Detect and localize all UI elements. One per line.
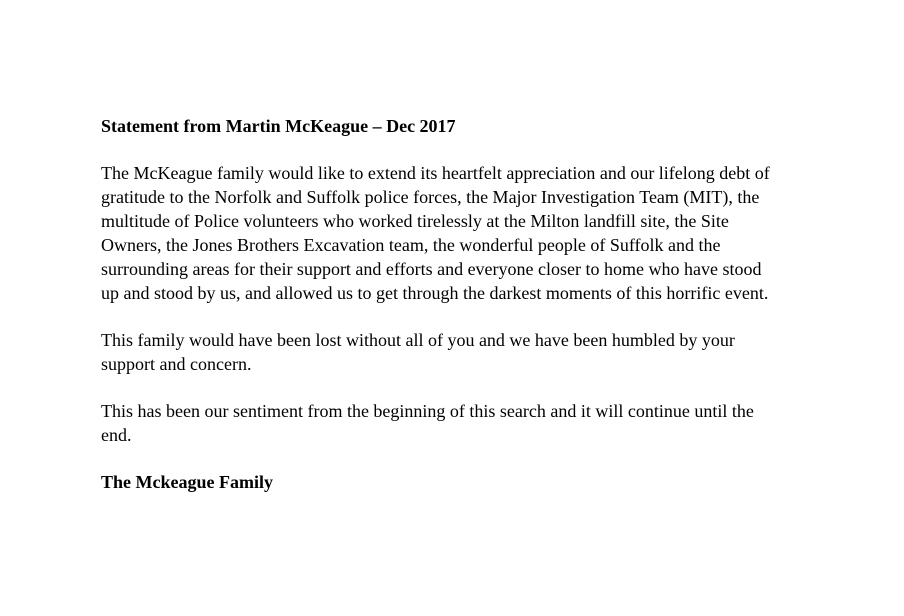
- paragraph-gratitude: [101, 328, 891, 376]
- text-line: end.: [101, 425, 132, 445]
- text-line: surrounding areas for their support and efforts and everyone closer to home who have stood: [101, 259, 762, 279]
- text-line: up and stood by us, and allowed us to get through the darkest moments of this horrific event.: [101, 283, 769, 303]
- paragraph-sentiment: [101, 399, 891, 447]
- paragraph-appreciation: [101, 161, 891, 305]
- signature: The Mckeague Family: [101, 472, 273, 492]
- text-line: The McKeague family would like to extend its heartfelt appreciation and our lifelong debt of: [101, 163, 770, 183]
- text-line: This family would have been lost without all of you and we have been humbled by your: [101, 330, 735, 350]
- text-line: multitude of Police volunteers who worked tirelessly at the Milton landfill site, the Site: [101, 211, 729, 231]
- statement-document: [101, 114, 891, 494]
- text-line: support and concern.: [101, 354, 252, 374]
- text-line: This has been our sentiment from the beginning of this search and it will continue until the: [101, 401, 754, 421]
- text-line: Owners, the Jones Brothers Excavation team, the wonderful people of Suffolk and the: [101, 235, 721, 255]
- statement-title: Statement from Martin McKeague – Dec 2017: [101, 116, 456, 136]
- text-line: gratitude to the Norfolk and Suffolk police forces, the Major Investigation Team (MIT), the: [101, 187, 760, 207]
